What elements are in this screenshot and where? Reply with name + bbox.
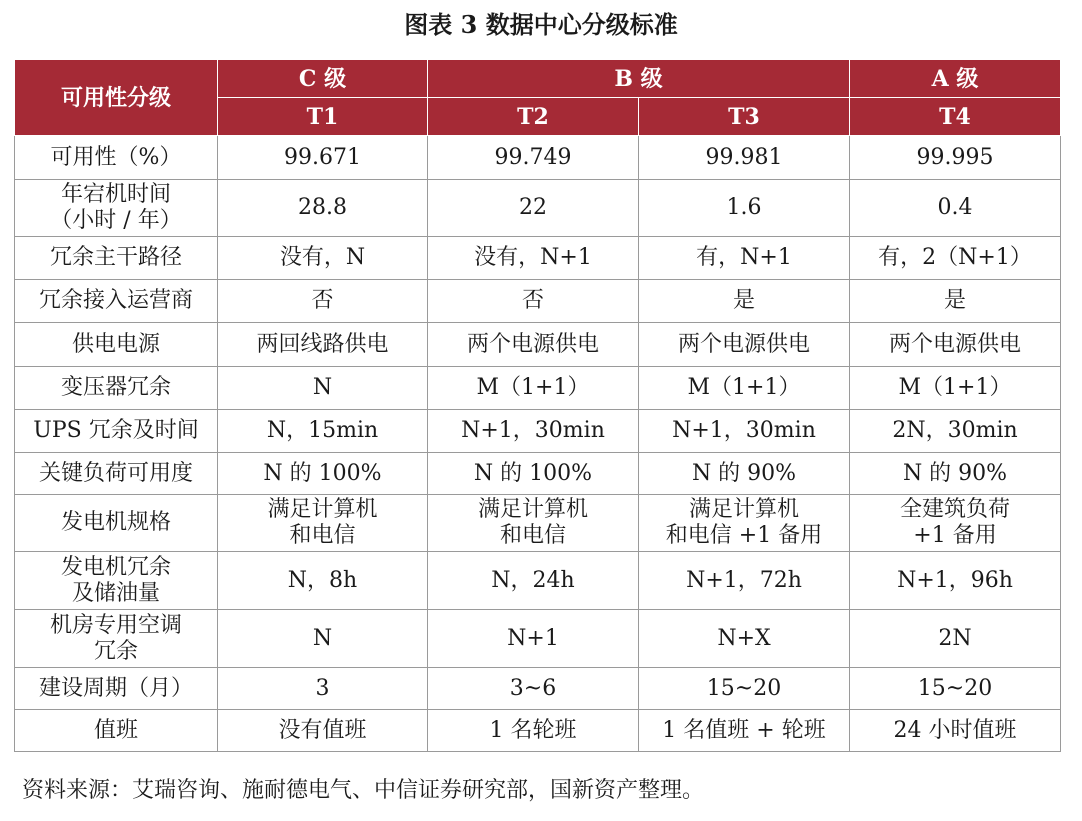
tier-cell-t1-line: N (312, 375, 333, 400)
tier-cell-t1-line: 和电信 (289, 523, 356, 548)
tier-cell-t3 (639, 710, 850, 752)
tier-cell-t1-line: 否 (311, 288, 334, 313)
tier-cell-t3 (639, 323, 850, 367)
b-grade-header: B 级 (428, 60, 850, 98)
tier-cell-t4-line: 全建筑负荷 (900, 497, 1011, 522)
tier-cell-t1-line: N (312, 625, 333, 651)
tier-cell-t1 (218, 710, 428, 752)
tier-cell-t3-line: 15~20 (706, 675, 782, 701)
tier-cell-t4 (850, 180, 1061, 237)
t2-header: T2 (428, 98, 639, 136)
tier-cell-t4-line: 是 (944, 288, 967, 313)
table-row (15, 495, 1061, 552)
tier-cell-t3 (639, 495, 850, 552)
row-label-line: 供电电源 (71, 331, 160, 357)
row-label-line: 年宕机时间 (60, 182, 171, 207)
tier-cell-t4-line: 2N (938, 625, 972, 651)
tier-cell-t3 (639, 237, 850, 280)
row-label (15, 453, 218, 495)
tier-cell-t2 (428, 410, 639, 453)
tier-cell-t4-line: +1 备用 (913, 523, 997, 548)
tier-cell-t3 (639, 668, 850, 710)
c-grade-header: C 级 (218, 60, 428, 98)
tier-cell-t2-line: 3~6 (509, 675, 557, 701)
table-row (15, 668, 1061, 710)
tier-cell-t1-line: 两回线路供电 (256, 331, 389, 357)
tier-cell-t1 (218, 180, 428, 237)
tier-cell-t1-line: N 的 100% (263, 460, 382, 486)
tier-cell-t1 (218, 610, 428, 668)
tier-cell-t3 (639, 280, 850, 323)
table-row (15, 410, 1061, 453)
tier-cell-t3-line: 和电信 +1 备用 (665, 523, 823, 548)
table-row (15, 136, 1061, 180)
tier-cell-t3-line: 1.6 (726, 195, 762, 220)
tier-cell-t3-line: 满足计算机 (689, 497, 800, 522)
tier-cell-t1 (218, 136, 428, 180)
tier-cell-t2-line: M（1+1） (476, 375, 590, 400)
tier-cell-t3 (639, 136, 850, 180)
tier-cell-t1-line: 3 (315, 675, 330, 701)
tier-cell-t2-line: 没有，N+1 (474, 245, 592, 270)
tier-cell-t4-line: 两个电源供电 (889, 331, 1022, 357)
row-label-line: 发电机规格 (60, 510, 171, 535)
table-row (15, 367, 1061, 410)
tier-cell-t1-line: N，8h (287, 567, 358, 593)
tier-cell-t3 (639, 453, 850, 495)
table-body (15, 136, 1061, 752)
tier-cell-t1 (218, 410, 428, 453)
row-label-line: 关键负荷可用度 (38, 460, 193, 486)
tier-cell-t2-line: 1 名轮班 (489, 717, 577, 743)
row-label (15, 610, 218, 668)
tier-cell-t3 (639, 367, 850, 410)
a-grade-header: A 级 (850, 60, 1061, 98)
row-label (15, 710, 218, 752)
tier-cell-t2-line: 否 (521, 288, 544, 313)
row-label-line: 及储油量 (71, 580, 160, 606)
tier-cell-t2 (428, 453, 639, 495)
tier-cell-t4-line: 2N，30min (892, 418, 1018, 443)
tier-cell-t2 (428, 610, 639, 668)
row-label (15, 180, 218, 237)
table-row (15, 710, 1061, 752)
tier-cell-t3-line: N+1，72h (686, 567, 802, 593)
row-label (15, 410, 218, 453)
t3-header: T3 (639, 98, 850, 136)
tier-cell-t2 (428, 180, 639, 237)
tier-cell-t2 (428, 280, 639, 323)
tier-cell-t1-line: 满足计算机 (267, 497, 378, 522)
tier-cell-t4 (850, 453, 1061, 495)
tier-cell-t2 (428, 136, 639, 180)
t4-header: T4 (850, 98, 1061, 136)
tier-cell-t4 (850, 367, 1061, 410)
tier-cell-t3-line: 99.981 (705, 144, 783, 170)
tier-cell-t2 (428, 323, 639, 367)
tier-cell-t4-line: 有，2（N+1） (878, 245, 1032, 270)
tier-cell-t4 (850, 552, 1061, 610)
tier-cell-t1-line: 28.8 (298, 195, 347, 220)
row-label-line: 可用性（%） (50, 144, 182, 170)
tier-cell-t1-line: 没有值班 (278, 717, 367, 743)
row-label-line: 机房专用空调 (49, 612, 182, 638)
row-label (15, 237, 218, 280)
row-label (15, 280, 218, 323)
tier-cell-t2 (428, 552, 639, 610)
tier-cell-t4 (850, 495, 1061, 552)
tier-cell-t4-line: M（1+1） (898, 375, 1012, 400)
row-label (15, 323, 218, 367)
tier-cell-t1-line: 99.671 (284, 144, 361, 170)
table-row (15, 323, 1061, 367)
table-row (15, 610, 1061, 668)
tier-cell-t4 (850, 280, 1061, 323)
tier-cell-t1 (218, 367, 428, 410)
tier-standard-table (14, 59, 1061, 752)
source-note: 资料来源：艾瑞咨询、施耐德电气、中信证券研究部，国新资产整理。 (22, 778, 705, 803)
tier-cell-t1-line: N，15min (266, 418, 379, 443)
tier-cell-t1-line: 没有，N (279, 245, 366, 270)
tier-cell-t4 (850, 136, 1061, 180)
tier-cell-t2-line: 两个电源供电 (466, 331, 599, 357)
tier-cell-t4 (850, 410, 1061, 453)
tier-cell-t2-line: 和电信 (499, 523, 566, 548)
tier-cell-t3-line: 有，N+1 (696, 245, 792, 270)
tier-cell-t1 (218, 280, 428, 323)
row-label (15, 367, 218, 410)
tier-cell-t4-line: N+1，96h (897, 567, 1013, 593)
tier-cell-t2 (428, 367, 639, 410)
tier-cell-t3-line: N 的 90% (691, 460, 797, 486)
tier-cell-t3-line: 1 名值班 + 轮班 (662, 717, 826, 743)
table-row (15, 237, 1061, 280)
row-label-line: 冗余接入运营商 (38, 288, 193, 313)
tier-cell-t1 (218, 237, 428, 280)
row-label (15, 495, 218, 552)
row-label-line: 建设周期（月） (38, 675, 193, 701)
row-label-line: UPS 冗余及时间 (33, 418, 199, 443)
row-label-line: 发电机冗余 (60, 554, 171, 580)
tier-cell-t2-line: 22 (519, 195, 547, 220)
figure-title: 图表 3 数据中心分级标准 (404, 10, 678, 39)
tier-cell-t3 (639, 552, 850, 610)
tier-cell-t2-line: N，24h (491, 567, 575, 593)
tier-cell-t3-line: M（1+1） (687, 375, 801, 400)
row-label (15, 668, 218, 710)
tier-cell-t4 (850, 323, 1061, 367)
tier-cell-t3-line: 是 (733, 288, 756, 313)
t1-header: T1 (218, 98, 428, 136)
availability-grade-header: 可用性分级 (15, 60, 218, 136)
row-label (15, 552, 218, 610)
tier-cell-t1 (218, 495, 428, 552)
table-row (15, 280, 1061, 323)
tier-cell-t4 (850, 237, 1061, 280)
tier-cell-t4 (850, 610, 1061, 668)
tier-cell-t1 (218, 552, 428, 610)
tier-cell-t2 (428, 668, 639, 710)
table-row (15, 552, 1061, 610)
tier-cell-t3 (639, 410, 850, 453)
table-row (15, 453, 1061, 495)
table-row (15, 180, 1061, 237)
tier-cell-t2 (428, 710, 639, 752)
row-label-line: 冗余主干路径 (49, 245, 182, 270)
tier-cell-t4 (850, 668, 1061, 710)
row-label-line: 值班 (93, 717, 138, 743)
tier-cell-t2 (428, 237, 639, 280)
tier-cell-t3-line: 两个电源供电 (678, 331, 811, 357)
tier-cell-t2-line: 99.749 (494, 144, 572, 170)
tier-cell-t1 (218, 453, 428, 495)
tier-cell-t4 (850, 710, 1061, 752)
tier-cell-t3-line: N+1，30min (672, 418, 816, 443)
tier-cell-t2-line: N+1 (507, 625, 559, 651)
tier-cell-t2-line: N 的 100% (473, 460, 593, 486)
tier-cell-t4-line: 24 小时值班 (893, 717, 1017, 743)
tier-cell-t3 (639, 180, 850, 237)
tier-cell-t4-line: 0.4 (937, 195, 973, 220)
tier-cell-t1 (218, 323, 428, 367)
tier-cell-t2-line: 满足计算机 (477, 497, 588, 522)
tier-cell-t4-line: 99.995 (916, 144, 994, 170)
tier-cell-t2-line: N+1，30min (461, 418, 605, 443)
tier-cell-t3 (639, 610, 850, 668)
tier-cell-t1 (218, 668, 428, 710)
tier-cell-t4-line: N 的 90% (902, 460, 1008, 486)
tier-cell-t3-line: N+X (717, 625, 771, 651)
row-label-line: 变压器冗余 (60, 375, 171, 400)
row-label-line: （小时 / 年） (50, 208, 182, 233)
tier-cell-t2 (428, 495, 639, 552)
row-label (15, 136, 218, 180)
row-label-line: 冗余 (93, 638, 138, 664)
tier-cell-t4-line: 15~20 (917, 675, 993, 701)
